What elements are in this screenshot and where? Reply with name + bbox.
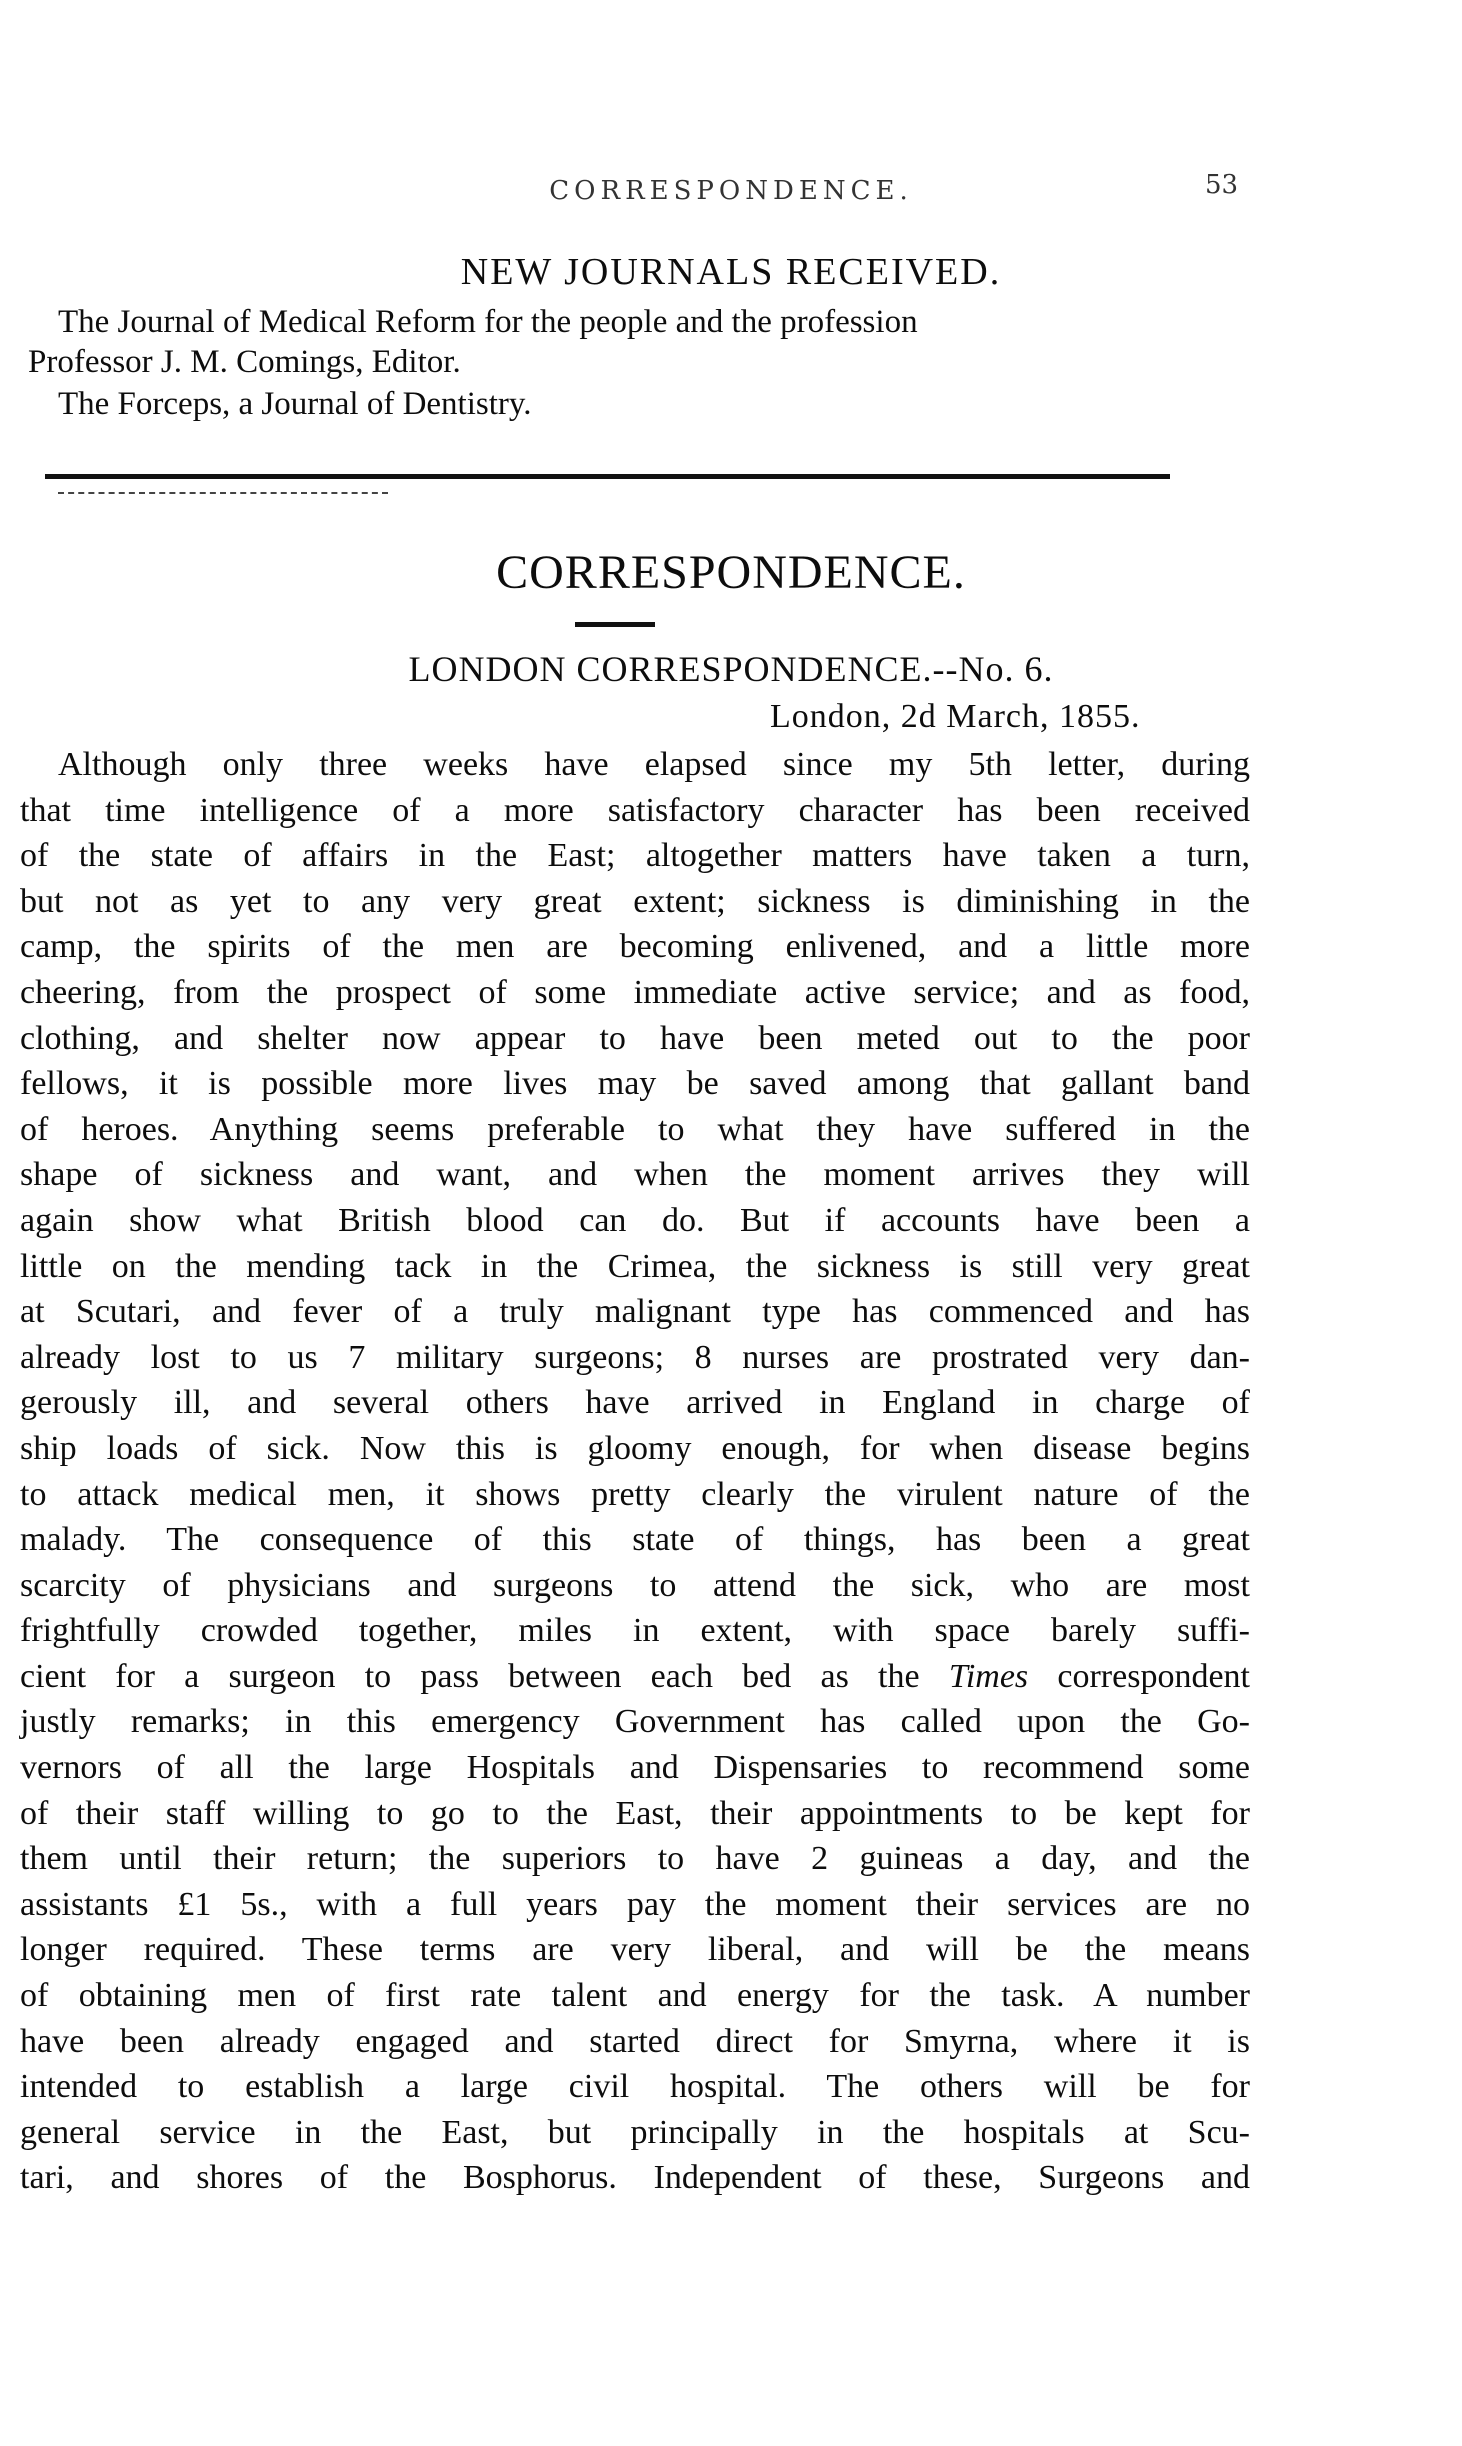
text-line: again show what British blood can do. But if accounts have been a bbox=[20, 1201, 1250, 1239]
text-line: of obtaining men of first rate talent and energy for the task. A number bbox=[20, 1977, 1250, 2015]
text-line: them until their return; the superiors to have 2 guineas a day, and the bbox=[20, 1840, 1250, 1878]
page-number: 53 bbox=[1205, 170, 1239, 200]
journal-item: The Journal of Medical Reform for the people and the profession bbox=[58, 304, 918, 340]
text-line: fellows, it is possible more lives may be saved among that gallant band bbox=[20, 1065, 1250, 1103]
text-line: of heroes. Anything seems preferable to what they have suffered in the bbox=[20, 1110, 1250, 1148]
dateline: London, 2d March, 1855. bbox=[770, 698, 1141, 735]
text-line: that time intelligence of a more satisfactory character has been received bbox=[20, 791, 1250, 829]
text-line: of their staff willing to go to the East, their appointments to be kept for bbox=[20, 1794, 1250, 1832]
text-line: camp, the spirits of the men are becoming enlivened, and a little more bbox=[20, 928, 1250, 966]
running-head: CORRESPONDENCE. bbox=[549, 176, 913, 206]
text-line: have been already engaged and started direct for Smyrna, where it is bbox=[20, 2022, 1250, 2060]
text-line: Although only three weeks have elapsed since my 5th letter, during bbox=[58, 746, 1250, 783]
text-line: justly remarks; in this emergency Government has called upon the Go- bbox=[20, 1703, 1250, 1741]
journal-item: The Forceps, a Journal of Dentistry. bbox=[58, 386, 532, 422]
title-rule bbox=[575, 622, 655, 627]
text-line: gerously ill, and several others have arrived in England in charge of bbox=[20, 1384, 1250, 1422]
text-line: of the state of affairs in the East; altogether matters have taken a turn, bbox=[20, 837, 1250, 875]
section-divider-thin bbox=[58, 492, 388, 494]
text-line: cheering, from the prospect of some immediate active service; and as food, bbox=[20, 973, 1250, 1011]
text-line: general service in the East, but principally in the hospitals at Scu- bbox=[20, 2113, 1250, 2151]
text-line: longer required. These terms are very liberal, and will be the means bbox=[20, 1931, 1250, 1969]
text-line: intended to establish a large civil hospital. The others will be for bbox=[20, 2068, 1250, 2106]
journal-item: Professor J. M. Comings, Editor. bbox=[28, 344, 461, 380]
text-line: malady. The consequence of this state of things, has been a great bbox=[20, 1521, 1250, 1559]
section-title: CORRESPONDENCE. bbox=[496, 546, 966, 599]
text-line: cient for a surgeon to pass between each bed as the Times correspondent bbox=[20, 1657, 1250, 1695]
text-line: little on the mending tack in the Crimea, the sickness is still very great bbox=[20, 1247, 1250, 1285]
text-line: ship loads of sick. Now this is gloomy enough, for when disease begins bbox=[20, 1429, 1250, 1467]
text-line: but not as yet to any very great extent; sickness is diminishing in the bbox=[20, 882, 1250, 920]
new-journals-heading: NEW JOURNALS RECEIVED. bbox=[460, 251, 1002, 293]
article-body bbox=[20, 742, 1250, 2201]
text-line: vernors of all the large Hospitals and Dispensaries to recommend some bbox=[20, 1749, 1250, 1787]
text-line: already lost to us 7 military surgeons; 8 nurses are prostrated very dan- bbox=[20, 1338, 1250, 1376]
text-line: to attack medical men, it shows pretty clearly the virulent nature of the bbox=[20, 1475, 1250, 1513]
text-line: clothing, and shelter now appear to have been meted out to the poor bbox=[20, 1019, 1250, 1057]
text-line: shape of sickness and want, and when the moment arrives they will bbox=[20, 1156, 1250, 1194]
newspaper-name: Times bbox=[948, 1657, 1029, 1695]
text-line: assistants £1 5s., with a full years pay the moment their services are no bbox=[20, 1885, 1250, 1923]
text-line: at Scutari, and fever of a truly malignant type has commenced and has bbox=[20, 1293, 1250, 1331]
text-line: frightfully crowded together, miles in extent, with space barely suffi- bbox=[20, 1612, 1250, 1650]
section-divider bbox=[45, 474, 1170, 479]
text-line: scarcity of physicians and surgeons to attend the sick, who are most bbox=[20, 1566, 1250, 1604]
article-title: LONDON CORRESPONDENCE.--No. 6. bbox=[408, 649, 1054, 689]
text-line: tari, and shores of the Bosphorus. Independent of these, Surgeons and bbox=[20, 2159, 1250, 2197]
